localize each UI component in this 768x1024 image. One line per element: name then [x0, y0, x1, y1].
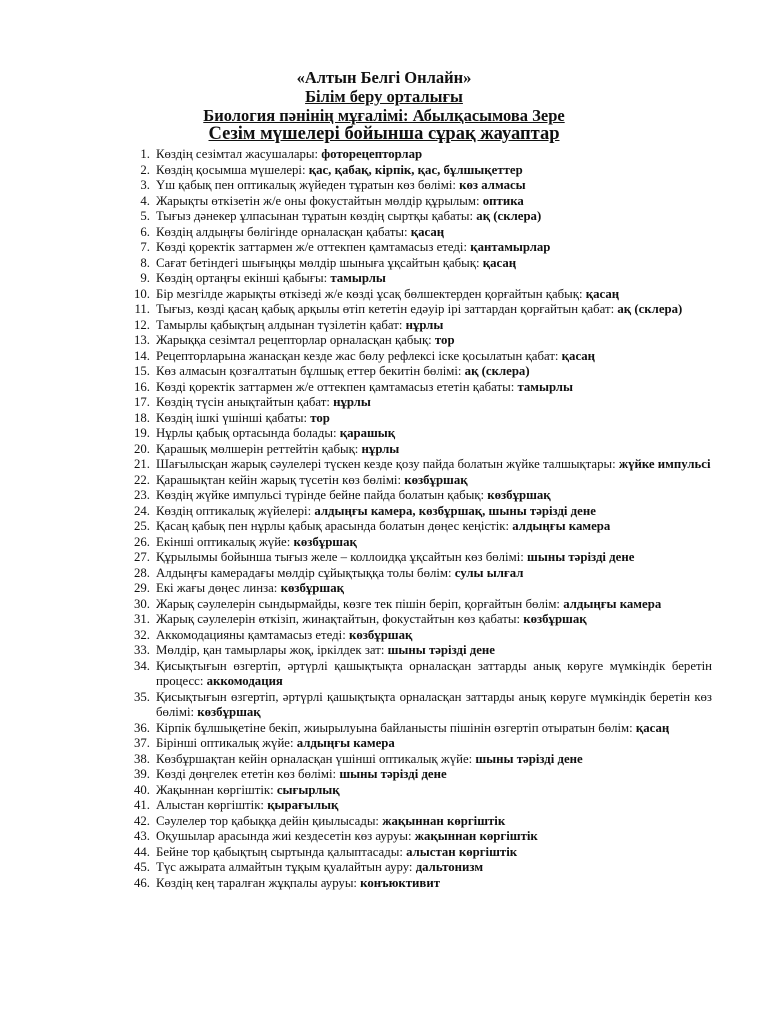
item-number: 44. — [134, 844, 150, 859]
question-text: Қисықтығын өзгертіп, әртүрлі қашықтықта орналасқан заттарды анық көруге мүмкіндік беретін көз бөлімі: — [156, 689, 712, 719]
item-number: 45. — [134, 860, 150, 874]
answer-text: қантамырлар — [470, 240, 551, 254]
list-item — [0, 225, 768, 241]
question-answer-list — [0, 147, 768, 891]
question-text: Сәулелер тор қабыққа дейін қиылысады: — [156, 813, 383, 828]
item-number: 17. — [134, 395, 150, 409]
question-text: Құрылымы бойынша тығыз желе – коллоидқа ұқсайтын көз бөлімі: — [156, 550, 528, 564]
list-item — [0, 628, 768, 644]
question-text: Бейне тор қабықтың сыртында қалыптасады: — [156, 844, 407, 859]
list-item — [0, 380, 768, 396]
list-item — [0, 240, 768, 256]
answer-text: қарашық — [339, 426, 396, 440]
list-item — [0, 736, 768, 752]
answer-text: көзбұршақ — [293, 534, 357, 549]
answer-text: фоторецепторлар — [321, 147, 423, 161]
list-item — [0, 411, 768, 427]
list-item — [0, 395, 768, 411]
item-number: 6. — [140, 224, 150, 239]
answer-text: сулы ылғал — [454, 565, 524, 580]
question-text: Көздің ортаңғы екінші қабығы: — [156, 271, 331, 285]
list-item — [0, 767, 768, 783]
answer-text: шыны тәрізді дене — [527, 550, 635, 564]
answer-text: аккомодация — [206, 674, 283, 688]
question-text: Көздің кең таралған жұқпалы ауруы: — [156, 875, 361, 890]
list-item — [0, 333, 768, 349]
list-item — [0, 566, 768, 582]
question-text: Жақыннан көргіштік: — [156, 782, 277, 797]
question-text: Нұрлы қабық ортасында болады: — [156, 426, 340, 440]
answer-text: қасаң — [561, 348, 596, 363]
answer-text: дальтонизм — [415, 860, 484, 874]
answer-text: жақыннан көргіштік — [414, 829, 538, 843]
question-text: Тығыз дәнекер ұлпасынан тұратын көздің сыртқы қабаты: — [156, 209, 477, 223]
item-number: 25. — [134, 519, 150, 533]
question-text: Мөлдір, қан тамырлары жоқ, іркілдек зат: — [156, 643, 388, 657]
answer-text: алдыңғы камера — [512, 519, 611, 533]
answer-text: алыстан көргіштік — [406, 844, 518, 859]
item-number: 12. — [134, 317, 150, 332]
item-number: 20. — [134, 441, 150, 456]
answer-text: сығырлық — [276, 782, 340, 797]
item-number: 24. — [134, 503, 150, 518]
question-text: Көзді қоректік заттармен ж/е оттекпен қамтамасыз етеді: — [156, 240, 471, 254]
answer-text: оптика — [482, 193, 524, 208]
item-number: 2. — [140, 162, 150, 177]
answer-text: қасаң — [410, 224, 445, 239]
answer-text: тамырлы — [330, 271, 386, 285]
item-number: 37. — [134, 736, 150, 750]
list-item — [0, 488, 768, 504]
question-text: Көздің оптикалық жүйелері: — [156, 503, 315, 518]
question-text: Қасаң қабық пен нұрлы қабық арасында болатын дөңес кеңістік: — [156, 519, 513, 533]
item-number: 26. — [134, 534, 150, 549]
question-text: Қарашықтан кейін жарық түсетін көз бөлімі: — [156, 472, 405, 487]
list-item — [0, 147, 768, 163]
item-number: 38. — [134, 751, 150, 766]
item-number: 30. — [134, 596, 150, 611]
answer-text: алдыңғы камера — [296, 736, 395, 750]
list-item — [0, 349, 768, 365]
item-number: 27. — [134, 550, 150, 564]
list-item — [0, 364, 768, 380]
list-item — [0, 194, 768, 210]
question-text: Аккомодацияны қамтамасыз етеді: — [156, 627, 349, 642]
item-number: 40. — [134, 782, 150, 797]
question-text: Бірінші оптикалық жүйе: — [156, 736, 297, 750]
list-item — [0, 690, 768, 721]
item-number: 46. — [134, 875, 150, 890]
list-item — [0, 426, 768, 442]
list-item — [0, 721, 768, 737]
document-title: Сезім мүшелері бойынша сұрақ жауаптар — [208, 124, 560, 144]
list-item — [0, 643, 768, 659]
item-number: 32. — [134, 627, 150, 642]
answer-text: қасаң — [482, 255, 517, 270]
answer-text: тамырлы — [517, 379, 573, 394]
question-text: Көзді дөңгелек ететін көз бөлімі: — [156, 767, 340, 781]
item-number: 43. — [134, 829, 150, 843]
answer-text: тор — [310, 410, 330, 425]
answer-text: көзбұршақ — [487, 488, 551, 502]
list-item — [0, 829, 768, 845]
item-number: 18. — [134, 410, 150, 425]
question-text: Алдыңғы камерадағы мөлдір сұйықтыққа толы бөлім: — [156, 565, 455, 580]
answer-text: нұрлы — [405, 317, 444, 332]
answer-text: нұрлы — [333, 395, 371, 409]
item-number: 19. — [134, 426, 150, 440]
item-number: 31. — [134, 612, 150, 626]
question-text: Түс ажырата алмайтын тұқым қуалайтын ауру: — [156, 860, 416, 874]
list-item — [0, 163, 768, 179]
answer-text: шыны тәрізді дене — [475, 751, 583, 766]
answer-text: тор — [434, 333, 455, 347]
answer-text: алдыңғы камера — [563, 596, 662, 611]
question-text: Сағат бетіндегі шығыңқы мөлдір шыныға ұқсайтын қабық: — [156, 255, 483, 270]
answer-text: қырағылық — [267, 798, 339, 812]
question-text: Шағылысқан жарық сәулелері түскен кезде қозу пайда болатын жүйке талшықтары: — [156, 457, 619, 471]
item-number: 1. — [140, 147, 150, 161]
question-text: Тамырлы қабықтың алдынан түзілетін қабат: — [156, 317, 406, 332]
header-line-1: «Алтын Белгі Онлайн» — [296, 68, 472, 87]
item-number: 3. — [140, 178, 150, 192]
list-item — [0, 845, 768, 861]
item-number: 13. — [134, 333, 150, 347]
question-text: Көзбұршақтан кейін орналасқан үшінші оптикалық жүйе: — [156, 751, 476, 766]
item-number: 34. — [134, 658, 150, 673]
list-item — [0, 535, 768, 551]
item-number: 42. — [134, 813, 150, 828]
answer-text: ақ (склера) — [476, 209, 542, 223]
question-text: Рецепторларына жанасқан кезде жас бөлу рефлексі іске қосылатын қабат: — [156, 348, 562, 363]
answer-text: жүйке импульсі — [618, 457, 711, 471]
question-text: Екінші оптикалық жүйе: — [156, 534, 294, 549]
list-item — [0, 178, 768, 194]
question-text: Көздің ішкі үшінші қабаты: — [156, 410, 311, 425]
answer-text: ақ (склера) — [617, 302, 683, 316]
list-item — [0, 256, 768, 272]
document-header — [0, 68, 768, 144]
item-number: 9. — [140, 271, 150, 285]
item-number: 8. — [140, 255, 150, 270]
question-text: Көздің алдыңғы бөлігінде орналасқан қабаты: — [156, 224, 411, 239]
answer-text: конъюктивит — [360, 875, 440, 890]
question-text: Көздің сезімтал жасушалары: — [156, 147, 322, 161]
list-item — [0, 504, 768, 520]
list-item — [0, 581, 768, 597]
item-number: 5. — [140, 209, 150, 223]
answer-text: қасаң — [585, 286, 620, 301]
question-text: Көз алмасын қозғалтатын бұлшық еттер бекитін бөлімі: — [156, 364, 465, 378]
item-number: 39. — [134, 767, 150, 781]
header-line-3: Биология пәнінің мұғалімі: Абылқасымова Зере — [203, 106, 565, 125]
item-number: 21. — [134, 457, 150, 471]
answer-text: қас, қабақ, кірпік, қас, бұлшықеттер — [308, 162, 523, 177]
item-number: 11. — [134, 302, 150, 316]
item-number: 15. — [134, 364, 150, 378]
question-text: Жарық сәулелерін өткізіп, жинақтайтын, фокустайтын көз қабаты: — [156, 612, 524, 626]
question-text: Кірпік бұлшықетіне бекіп, жиырылуына байланысты пішінін өзгертіп отыратын бөлім: — [156, 720, 636, 735]
item-number: 36. — [134, 720, 150, 735]
list-item — [0, 457, 768, 473]
list-item — [0, 597, 768, 613]
item-number: 10. — [134, 286, 150, 301]
list-item — [0, 659, 768, 690]
item-number: 35. — [134, 689, 150, 704]
list-item — [0, 783, 768, 799]
list-item — [0, 442, 768, 458]
question-text: Жарыққа сезімтал рецепторлар орналасқан қабық: — [156, 333, 435, 347]
answer-text: көзбұршақ — [280, 581, 344, 595]
answer-text: көзбұршақ — [523, 612, 587, 626]
item-number: 22. — [134, 472, 150, 487]
item-number: 28. — [134, 565, 150, 580]
answer-text: алдыңғы камера, көзбұршақ, шыны тәрізді дене — [314, 503, 596, 518]
answer-text: көзбұршақ — [404, 472, 468, 487]
question-text: Алыстан көргіштік: — [156, 798, 268, 812]
question-text: Қарашық мөлшерін реттейтін қабық: — [156, 441, 362, 456]
item-number: 33. — [134, 643, 150, 657]
answer-text: ақ (склера) — [464, 364, 530, 378]
list-item — [0, 814, 768, 830]
item-number: 7. — [140, 240, 150, 254]
item-number: 41. — [134, 798, 150, 812]
answer-text: көзбұршақ — [348, 627, 413, 642]
answer-text: шыны тәрізді дене — [387, 643, 495, 657]
question-text: Көздің түсін анықтайтын қабат: — [156, 395, 334, 409]
question-text: Екі жағы дөңес линза: — [156, 581, 281, 595]
list-item — [0, 550, 768, 566]
question-text: Оқушылар арасында жиі кездесетін көз ауруы: — [156, 829, 415, 843]
list-item — [0, 860, 768, 876]
list-item — [0, 287, 768, 303]
header-line-2: Білім беру орталығы — [305, 87, 463, 106]
question-text: Көздің қосымша мүшелері: — [156, 162, 309, 177]
item-number: 16. — [134, 379, 150, 394]
question-text: Жарықты өткізетін ж/е оны фокустайтын мөлдір құрылым: — [156, 193, 483, 208]
list-item — [0, 876, 768, 892]
answer-text: жақыннан көргіштік — [382, 813, 506, 828]
question-text: Қисықтығын өзгертіп, әртүрлі қашықтықта орналасқан заттарды анық көруге мүмкіндік беретін процесс: — [156, 658, 712, 688]
question-text: Көздің жүйке импульсі түрінде бейне пайда болатын қабық: — [156, 488, 488, 502]
list-item — [0, 798, 768, 814]
list-item — [0, 519, 768, 535]
list-item — [0, 271, 768, 287]
question-text: Көзді қоректік заттармен ж/е оттекпен қамтамасыз ететін қабаты: — [156, 379, 518, 394]
list-item — [0, 318, 768, 334]
answer-text: шыны тәрізді дене — [339, 767, 447, 781]
answer-text: нұрлы — [361, 441, 400, 456]
item-number: 14. — [134, 348, 150, 363]
answer-text: көз алмасы — [459, 178, 526, 192]
answer-text: қасаң — [635, 720, 670, 735]
answer-text: көзбұршақ — [197, 705, 261, 719]
question-text: Жарық сәулелерін сындырмайды, көзге тек пішін беріп, қорғайтын бөлім: — [156, 596, 564, 611]
list-item — [0, 612, 768, 628]
item-number: 4. — [140, 193, 150, 208]
item-number: 29. — [134, 581, 150, 595]
item-number: 23. — [134, 488, 150, 502]
list-item — [0, 302, 768, 318]
question-text: Үш қабық пен оптикалық жүйеден тұратын көз бөлімі: — [156, 178, 460, 192]
list-item — [0, 752, 768, 768]
question-text: Бір мезгілде жарықты өткізеді ж/е көзді ұсақ бөлшектерден қорғайтын қабық: — [156, 286, 586, 301]
question-text: Тығыз, көзді қасаң қабық арқылы өтіп кететін едәуір ірі заттардан қорғайтын қабат: — [156, 302, 618, 316]
list-item — [0, 209, 768, 225]
list-item — [0, 473, 768, 489]
